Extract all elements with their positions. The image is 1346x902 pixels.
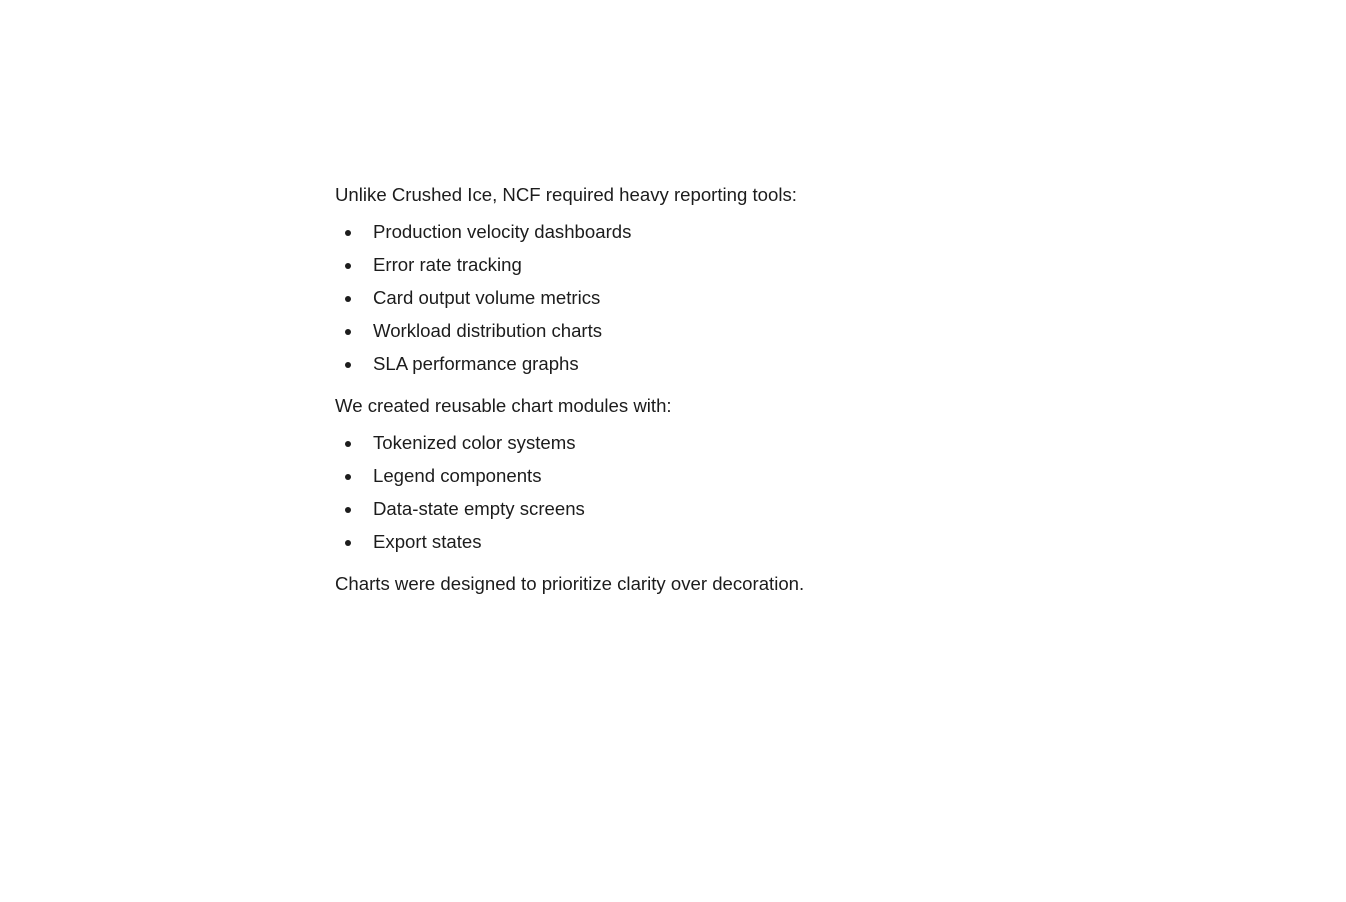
list-item <box>335 426 1035 459</box>
list-item <box>335 215 1035 248</box>
document-body <box>335 178 1035 600</box>
list-item-text: Production velocity dashboards <box>373 221 632 242</box>
list-item-text: Export states <box>373 531 482 552</box>
list-item <box>335 347 1035 380</box>
bullet-icon <box>345 540 351 546</box>
list-item <box>335 492 1035 525</box>
bullet-icon <box>345 441 351 447</box>
list-item <box>335 459 1035 492</box>
list-item-text: SLA performance graphs <box>373 353 579 374</box>
modules-intro-paragraph: We created reusable chart modules with: <box>335 395 672 416</box>
bullet-icon <box>345 329 351 335</box>
list-item-text: Card output volume metrics <box>373 287 601 308</box>
list-item-text: Data-state empty screens <box>373 498 585 519</box>
list-item-text: Workload distribution charts <box>373 320 603 341</box>
bullet-icon <box>345 230 351 236</box>
conclusion-paragraph: Charts were designed to prioritize clarity over decoration. <box>335 573 805 594</box>
bullet-icon <box>345 296 351 302</box>
bullet-icon <box>345 474 351 480</box>
list-item <box>335 281 1035 314</box>
bullet-icon <box>345 263 351 269</box>
list-item <box>335 248 1035 281</box>
reporting-tools-list <box>335 215 1035 380</box>
list-item-text: Tokenized color systems <box>373 432 576 453</box>
bullet-icon <box>345 507 351 513</box>
chart-modules-list <box>335 426 1035 558</box>
list-item <box>335 314 1035 347</box>
list-item <box>335 525 1035 558</box>
bullet-icon <box>345 362 351 368</box>
intro-paragraph: Unlike Crushed Ice, NCF required heavy reporting tools: <box>335 184 797 205</box>
list-item-text: Error rate tracking <box>373 254 522 275</box>
list-item-text: Legend components <box>373 465 542 486</box>
